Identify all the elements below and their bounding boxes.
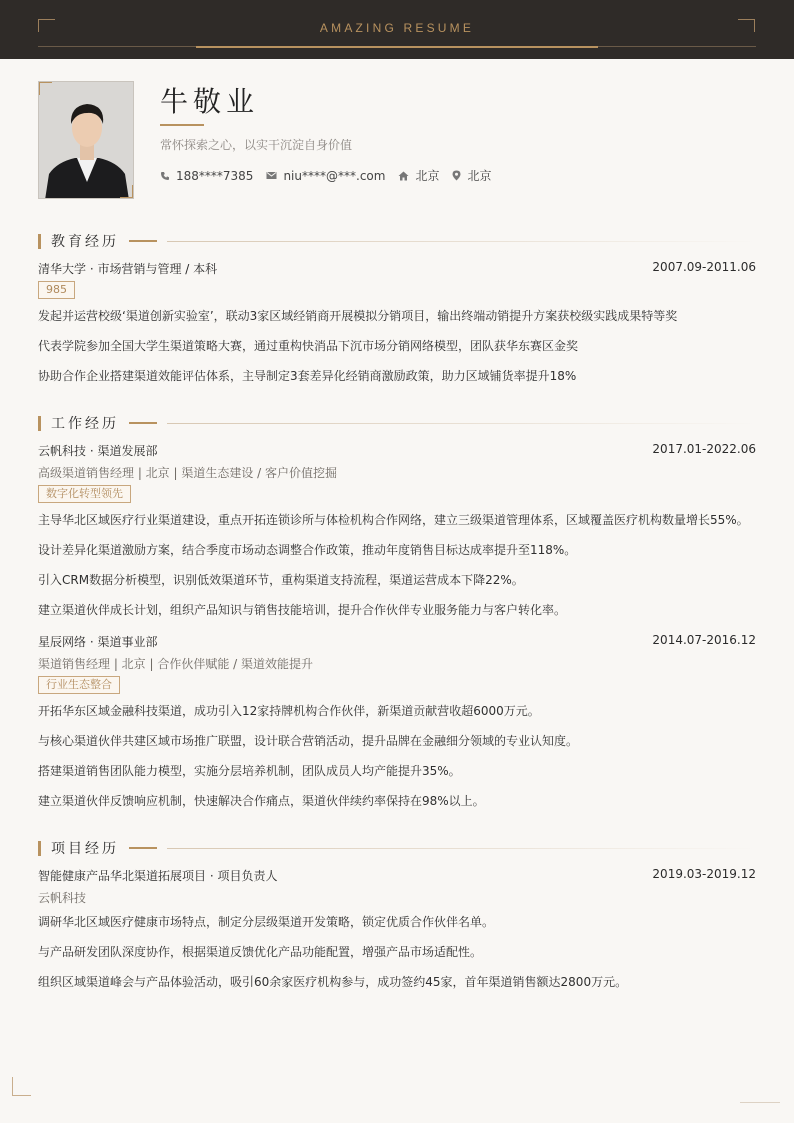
phone-text: 188****7385 [176, 168, 254, 183]
contact-row [160, 167, 504, 184]
education-bullet: 发起并运营校级‘渠道创新实验室’，联动3家区域经销商开展模拟分销项目，输出终端动销提升方案获校级实践成果特等奖 [38, 309, 678, 323]
work-entry-header [38, 442, 756, 459]
education-tag: 985 [38, 281, 75, 299]
location-text: 北京 [467, 169, 492, 183]
section-bar [38, 841, 41, 856]
project-name: 智能健康产品华北渠道拓展项目 · 项目负责人 [38, 869, 278, 883]
section-accent [129, 240, 157, 242]
work-bullet: 建立渠道伙伴成长计划，组织产品知识与销售技能培训，提升合作伙伴专业服务能力与客户转化率。 [38, 603, 567, 617]
work-date: 2014.07-2016.12 [652, 633, 756, 647]
photo-corner-accent [38, 81, 52, 95]
project-company: 云帆科技 [38, 891, 87, 905]
section-title-text: 项目经历 [51, 841, 119, 857]
name-underline [160, 124, 204, 126]
section-accent [129, 847, 157, 849]
candidate-name: 牛敬业 [160, 85, 260, 118]
section-title-text: 教育经历 [51, 234, 119, 250]
brand-title: AMAZING RESUME [319, 21, 475, 35]
education-date: 2007.09-2011.06 [652, 260, 756, 274]
section-title-work [38, 413, 756, 433]
work-company: 星辰网络 · 渠道事业部 [38, 635, 158, 649]
corner-ornament-bottom-left [12, 1077, 31, 1096]
contact-location [452, 167, 491, 184]
section-title-projects [38, 838, 756, 858]
section-bar [38, 416, 41, 431]
education-school: 清华大学 · 市场营销与管理 / 本科 [38, 262, 218, 276]
photo-corner-accent [120, 185, 134, 199]
education-entry-header [38, 260, 756, 277]
project-date: 2019.03-2019.12 [652, 867, 756, 881]
work-bullet: 与核心渠道伙伴共建区域市场推广联盟，设计联合营销活动，提升品牌在金融细分领域的专业认知度。 [38, 734, 579, 748]
header-accent-line [196, 46, 598, 48]
header-bar [0, 0, 794, 59]
work-tag: 行业生态整合 [38, 676, 120, 694]
portrait-illustration [39, 82, 134, 199]
work-date: 2017.01-2022.06 [652, 442, 756, 456]
corner-ornament-bottom-right [740, 1102, 780, 1103]
contact-email [266, 169, 385, 183]
work-company: 云帆科技 · 渠道发展部 [38, 444, 158, 458]
education-bullet: 代表学院参加全国大学生渠道策略大赛，通过重构快消品下沉市场分销网络模型，团队获华东赛区金奖 [38, 339, 579, 353]
section-title-education [38, 231, 756, 251]
contact-home [398, 167, 439, 184]
project-entry-header [38, 867, 756, 884]
email-text: niu****@***.com [283, 168, 386, 183]
corner-ornament-right [738, 19, 755, 32]
contact-phone [160, 169, 253, 183]
home-icon [398, 171, 409, 181]
section-rule [167, 241, 756, 242]
location-pin-icon [452, 170, 461, 181]
work-tag: 数字化转型领先 [38, 485, 131, 503]
work-entry-header [38, 633, 756, 650]
project-bullet: 调研华北区域医疗健康市场特点，制定分层级渠道开发策略，锁定优质合作伙伴名单。 [38, 915, 495, 929]
home-text: 北京 [415, 169, 440, 183]
profile-photo [38, 81, 134, 199]
project-bullet: 组织区域渠道峰会与产品体验活动，吸引60余家医疗机构参与，成功签约45家，首年渠道销售额达2800万元。 [38, 975, 628, 989]
mail-icon [266, 171, 277, 180]
section-bar [38, 234, 41, 249]
section-rule [167, 848, 756, 849]
work-bullet: 建立渠道伙伴反馈响应机制，快速解决合作痛点，渠道伙伴续约率保持在98%以上。 [38, 794, 485, 808]
work-bullet: 主导华北区域医疗行业渠道建设，重点开拓连锁诊所与体检机构合作网络，建立三级渠道管理体系，区域覆盖医疗机构数量增长55%。 [38, 513, 749, 527]
phone-icon [160, 171, 170, 181]
work-bullet: 引入CRM数据分析模型，识别低效渠道环节，重构渠道支持流程，渠道运营成本下降22%。 [38, 573, 524, 587]
work-bullet: 开拓华东区域金融科技渠道，成功引入12家持牌机构合作伙伴，新渠道贡献营收超6000万元。 [38, 704, 540, 718]
work-bullet: 搭建渠道销售团队能力模型，实施分层培养机制，团队成员人均产能提升35%。 [38, 764, 461, 778]
section-accent [129, 422, 157, 424]
section-title-text: 工作经历 [51, 416, 119, 432]
section-rule [167, 423, 756, 424]
work-role: 渠道销售经理 | 北京 | 合作伙伴赋能 / 渠道效能提升 [38, 657, 314, 671]
work-role: 高级渠道销售经理 | 北京 | 渠道生态建设 / 客户价值挖掘 [38, 466, 338, 480]
candidate-motto: 常怀探索之心，以实干沉淀自身价值 [160, 138, 353, 152]
project-bullet: 与产品研发团队深度协作，根据渠道反馈优化产品功能配置，增强产品市场适配性。 [38, 945, 483, 959]
work-bullet: 设计差异化渠道激励方案，结合季度市场动态调整合作政策，推动年度销售目标达成率提升至118%。 [38, 543, 577, 557]
education-bullet: 协助合作企业搭建渠道效能评估体系，主导制定3套差异化经销商激励政策，助力区域铺货率提升18% [38, 369, 577, 383]
